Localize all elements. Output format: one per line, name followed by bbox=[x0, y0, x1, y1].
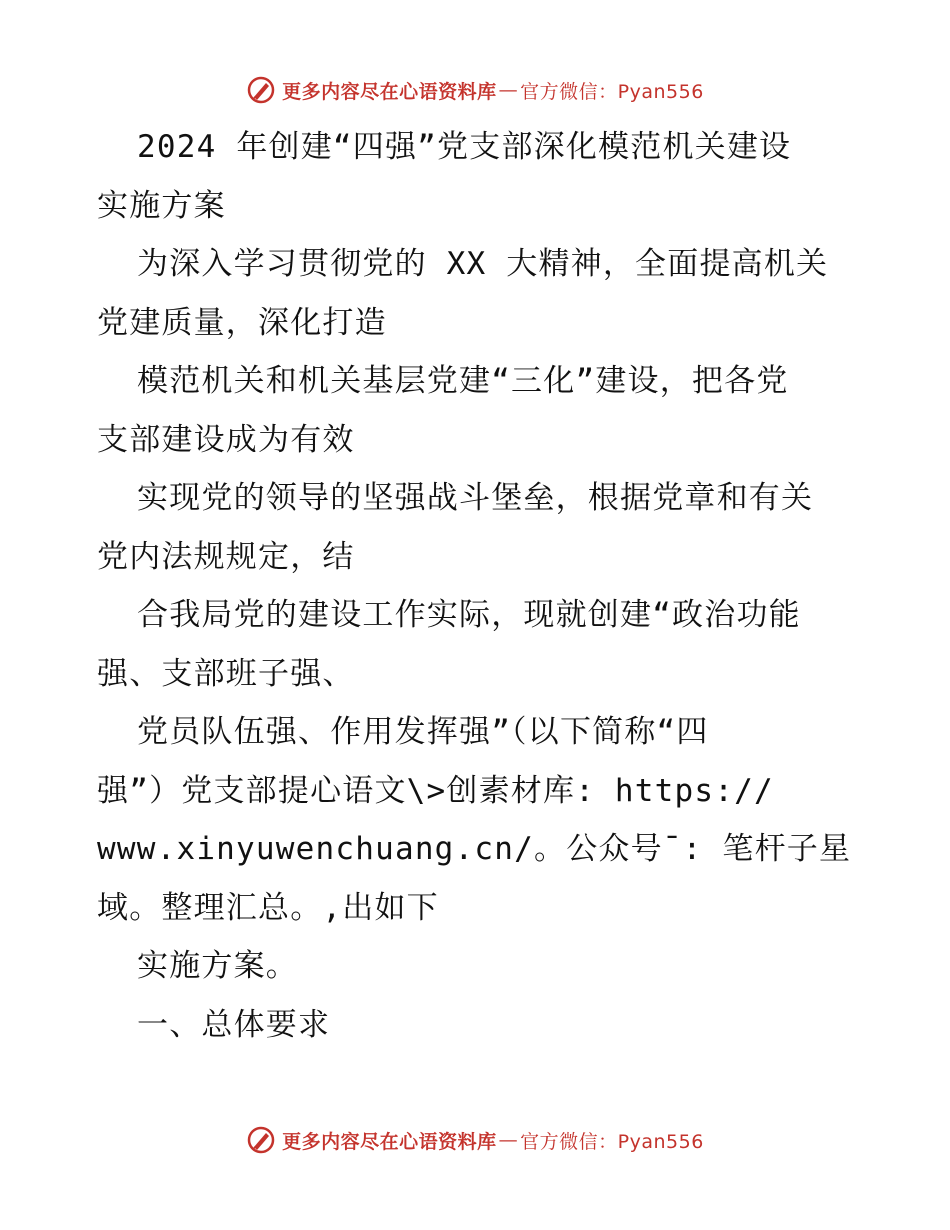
pen-logo-icon bbox=[246, 75, 276, 105]
doc-title-line-2: 实施方案 bbox=[97, 187, 226, 224]
pen-logo-icon bbox=[246, 1125, 276, 1155]
header-banner-text: 更多内容尽在心语资料库 bbox=[282, 80, 497, 103]
doc-text-line: 党建质量，深化打造 bbox=[97, 304, 387, 341]
header-watermark-banner bbox=[0, 70, 950, 110]
doc-title-line-1: 2024 年创建“四强”党支部深化模范机关建设 bbox=[137, 129, 792, 165]
doc-text-line: 党内法规规定，结 bbox=[97, 538, 355, 575]
footer-banner-text: 更多内容尽在心语资料库 bbox=[282, 1130, 497, 1153]
doc-text-line: 强”）党支部提心语文\>创素材库: https:// bbox=[97, 772, 774, 809]
footer-banner-separator: — bbox=[498, 1129, 519, 1151]
document-body bbox=[97, 118, 857, 1054]
doc-text-line: 支部建设成为有效 bbox=[97, 421, 355, 458]
footer-watermark-banner bbox=[0, 1120, 950, 1160]
header-banner-contact: 官方微信：Pyan556 bbox=[520, 80, 704, 103]
header-banner-separator: — bbox=[498, 79, 519, 101]
doc-text-line: 党员队伍强、作用发挥强”（以下简称“四 bbox=[137, 714, 709, 750]
doc-text-line: 为深入学习贯彻党的 XX 大精神，全面提高机关 bbox=[137, 246, 829, 282]
doc-text-line: 实施方案。 bbox=[137, 948, 298, 984]
footer-banner-contact: 官方微信：Pyan556 bbox=[520, 1130, 704, 1153]
doc-text-line: www.xinyuwenchuang.cn/。公众号¯: 笔杆子星 bbox=[97, 831, 852, 867]
doc-text-line: 域。整理汇总。,出如下 bbox=[97, 889, 439, 926]
doc-text-line: 强、支部班子强、 bbox=[97, 655, 355, 692]
doc-text-line: 实现党的领导的坚强战斗堡垒，根据党章和有关 bbox=[137, 480, 814, 516]
section-heading: 一、总体要求 bbox=[137, 1006, 331, 1043]
doc-text-line: 合我局党的建设工作实际，现就创建“政治功能 bbox=[137, 597, 801, 633]
doc-text-line: 模范机关和机关基层党建“三化”建设，把各党 bbox=[137, 363, 789, 399]
